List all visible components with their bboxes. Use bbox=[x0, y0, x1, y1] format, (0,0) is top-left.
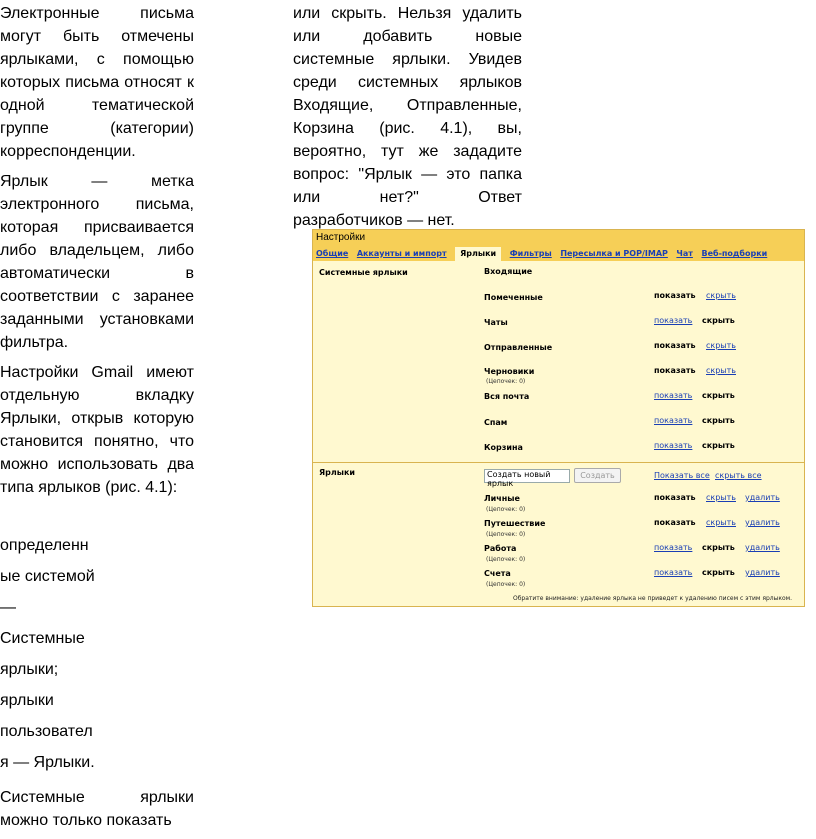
text-line: разработчиков — нет. bbox=[293, 212, 455, 229]
system-label-name: Входящие bbox=[484, 267, 533, 276]
list-item: ярлыки; bbox=[0, 661, 59, 678]
hide-label-current: скрыть bbox=[702, 391, 735, 400]
user-label-name: Путешествие bbox=[484, 519, 546, 528]
system-label-name: Вся почта bbox=[484, 392, 530, 401]
tab-accounts[interactable]: Аккаунты и импорт bbox=[356, 249, 447, 258]
paragraph-2: Ярлык — метка электронного письма, которая присваивается либо владельцем, либо автоматически в соответствии с заранее заданными установками фильтра. bbox=[0, 173, 194, 351]
tab-filters[interactable]: Фильтры bbox=[509, 249, 552, 258]
show-label-link[interactable]: показать bbox=[654, 391, 693, 400]
thread-count: (Цепочек: 0) bbox=[486, 581, 526, 588]
list-item: пользовател bbox=[0, 723, 93, 740]
paragraph-3: Настройки Gmail имеют отдельную вкладку Ярлыки, открыв которую становится понятно, что можно использовать два типа ярлыков (рис. 4.1): bbox=[0, 364, 194, 496]
text-line: вероятно, тут же зададите bbox=[293, 143, 522, 160]
text-line: среди системных ярлыков bbox=[293, 74, 522, 91]
list-item: ые системой bbox=[0, 568, 95, 585]
show-label-link[interactable]: показать bbox=[654, 568, 693, 577]
text-line: или нет?" Ответ bbox=[293, 189, 522, 206]
show-label-link[interactable]: показать bbox=[654, 416, 693, 425]
show-label-link[interactable]: показать bbox=[654, 543, 693, 552]
left-text-column bbox=[0, 2, 194, 839]
settings-header bbox=[313, 230, 804, 261]
show-label-link[interactable]: показать bbox=[654, 441, 693, 450]
list-item: Системные bbox=[0, 630, 85, 647]
thread-count: (Цепочек: 0) bbox=[486, 506, 526, 513]
text-line: или добавить новые bbox=[293, 28, 522, 45]
hide-label-link[interactable]: скрыть bbox=[706, 341, 736, 350]
hide-label-link[interactable]: скрыть bbox=[706, 493, 736, 502]
text-line: или скрыть. Нельзя удалить bbox=[293, 5, 522, 22]
text-line: вопрос: "Ярлык — это папка bbox=[293, 166, 522, 183]
thread-count: (Цепочек: 0) bbox=[486, 531, 526, 538]
hide-label-link[interactable]: скрыть bbox=[706, 518, 736, 527]
user-label-name: Работа bbox=[484, 544, 517, 553]
system-label-name: Спам bbox=[484, 418, 508, 427]
text-line: Входящие, Отправленные, bbox=[293, 97, 522, 114]
text-line: Корзина (рис. 4.1), вы, bbox=[293, 120, 522, 137]
tab-labels[interactable]: Ярлыки bbox=[455, 247, 501, 262]
show-label-current: показать bbox=[654, 291, 696, 300]
thread-count: (Цепочек: 0) bbox=[486, 378, 526, 385]
hide-label-current: скрыть bbox=[702, 316, 735, 325]
text-line: системные ярлыки. Увидев bbox=[293, 51, 522, 68]
delete-notice: Обратите внимание: удаление ярлыка не приведет к удалению писем с этим ярлыком. bbox=[513, 595, 793, 602]
hide-label-link[interactable]: скрыть bbox=[706, 366, 736, 375]
gmail-settings-figure bbox=[312, 229, 805, 607]
system-label-name: Чаты bbox=[484, 318, 508, 327]
hide-label-current: скрыть bbox=[702, 568, 735, 577]
show-label-current: показать bbox=[654, 341, 696, 350]
user-label-name: Счета bbox=[484, 569, 511, 578]
tab-forwarding[interactable]: Пересылка и POP/IMAP bbox=[560, 249, 668, 258]
show-label-current: показать bbox=[654, 366, 696, 375]
show-all-link[interactable]: Показать все bbox=[654, 471, 710, 480]
thread-count: (Цепочек: 0) bbox=[486, 556, 526, 563]
delete-label-link[interactable]: удалить bbox=[745, 518, 780, 527]
hide-label-current: скрыть bbox=[702, 441, 735, 450]
show-label-current: показать bbox=[654, 518, 696, 527]
paragraph-4: Системные ярлыки можно только показать bbox=[0, 789, 194, 829]
show-label-link[interactable]: показать bbox=[654, 316, 693, 325]
new-label-input[interactable]: Создать новый ярлык bbox=[484, 469, 570, 483]
paragraph-1: Электронные письма могут быть отмечены ярлыками, с помощью которых письма относят к одной тематической группе (категории) корреспонденции. bbox=[0, 5, 194, 160]
user-labels-heading: Ярлыки bbox=[319, 468, 356, 477]
hide-label-current: скрыть bbox=[702, 416, 735, 425]
system-label-name: Отправленные bbox=[484, 343, 553, 352]
system-label-name: Помеченные bbox=[484, 293, 543, 302]
tab-web-clips[interactable]: Веб-подборки bbox=[701, 249, 768, 258]
section-divider bbox=[313, 462, 804, 463]
system-label-name: Корзина bbox=[484, 443, 523, 452]
hide-all-link[interactable]: скрыть все bbox=[715, 471, 762, 480]
hide-label-link[interactable]: скрыть bbox=[706, 291, 736, 300]
list-item: определенн bbox=[0, 537, 89, 554]
right-text-column bbox=[293, 2, 522, 232]
system-label-name: Черновики bbox=[484, 367, 535, 376]
delete-label-link[interactable]: удалить bbox=[745, 568, 780, 577]
hide-label-current: скрыть bbox=[702, 543, 735, 552]
list-item: я — Ярлыки. bbox=[0, 754, 95, 771]
user-label-name: Личные bbox=[484, 494, 520, 503]
settings-tabs bbox=[316, 247, 773, 262]
tab-general[interactable]: Общие bbox=[316, 249, 349, 258]
delete-label-link[interactable]: удалить bbox=[745, 543, 780, 552]
create-label-button[interactable]: Создать bbox=[574, 468, 621, 483]
list-item: ярлыки bbox=[0, 692, 54, 709]
delete-label-link[interactable]: удалить bbox=[745, 493, 780, 502]
tab-chat[interactable]: Чат bbox=[676, 249, 693, 258]
show-label-current: показать bbox=[654, 493, 696, 502]
list-item: — bbox=[0, 599, 16, 616]
system-labels-heading: Системные ярлыки bbox=[319, 268, 408, 277]
settings-title: Настройки bbox=[316, 232, 366, 243]
